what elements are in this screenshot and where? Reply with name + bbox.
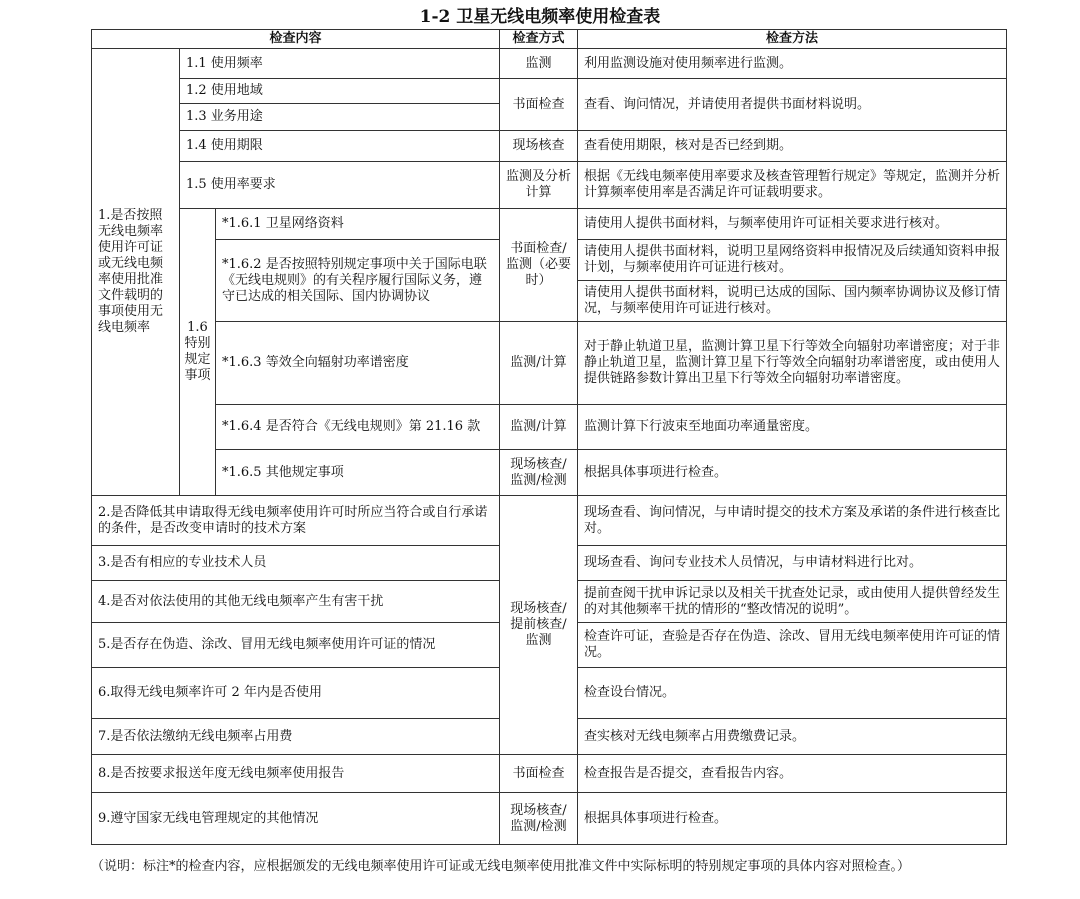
item-method: 请使用人提供书面材料，说明卫星网络资料申报情况及后续通知资料申报计划，与频率使用许可证进行核对。 [578,240,1007,281]
item-mode: 监测 [500,49,578,79]
item-method: 对于静止轨道卫星，监测计算卫星下行等效全向辐射功率谱密度；对于非静止轨道卫星，监测计算卫星下行等效全向辐射功率谱密度，或由使用人提供链路参数计算出卫星下行等效全向辐射功率谱密度。 [578,322,1007,405]
item-mode: 书面检查/监测（必要时） [500,209,578,322]
item-mode: 书面检查 [500,79,578,131]
item-method: 根据具体事项进行检查。 [578,450,1007,496]
item-mode: 监测及分析计算 [500,162,578,209]
item-method: 利用监测设施对使用频率进行监测。 [578,49,1007,79]
item-method: 检查许可证，查验是否存在伪造、涂改、冒用无线电频率使用许可证的情况。 [578,623,1007,668]
header-mode: 检查方式 [500,30,578,49]
item-1-6-label [180,209,216,496]
item-method: 提前查阅干扰申诉记录以及相关干扰查处记录，或由使用人提供曾经发生的对其他频率干扰的情形的“整改情况的说明”。 [578,581,1007,623]
table-row [92,496,1007,546]
table-row [92,793,1007,845]
table-row [92,49,1007,79]
item-content: 3.是否有相应的专业技术人员 [92,546,500,581]
table-row [92,450,1007,496]
item-content: 8.是否按要求报送年度无线电频率使用报告 [92,755,500,793]
item-content: *1.6.4 是否符合《无线电规则》第 21.16 款 [216,405,500,450]
header-method: 检查方法 [578,30,1007,49]
item-method: 根据具体事项进行检查。 [578,793,1007,845]
item-content: 6.取得无线电频率许可 2 年内是否使用 [92,668,500,719]
item-mode: 现场核查 [500,131,578,162]
table-row [92,162,1007,209]
item-method: 请使用人提供书面材料，说明已达成的国际、国内频率协调协议及修订情况，与频率使用许可证进行核对。 [578,281,1007,322]
item-content: *1.6.2 是否按照特别规定事项中关于国际电联《无线电规则》的有关程序履行国际义务，遵守已达成的相关国际、国内协调协议 [216,240,500,322]
item-mode: 现场核查/监测/检测 [500,793,578,845]
header-content: 检查内容 [92,30,500,49]
footnote: （说明：标注*的检查内容，应根据颁发的无线电频率使用许可证或无线电频率使用批准文件中实际标明的特别规定事项的具体内容对照检查。） [91,859,911,874]
item-content: 9.遵守国家无线电管理规定的其他情况 [92,793,500,845]
item-method: 查实核对无线电频率占用费缴费记录。 [578,719,1007,755]
item-content: 1.4 使用期限 [180,131,500,162]
table-row [92,322,1007,405]
item-content: 1.5 使用率要求 [180,162,500,209]
table-row [92,79,1007,104]
header-row [92,30,1007,49]
item-mode: 现场核查/提前核查/监测 [500,496,578,755]
item-method: 检查设台情况。 [578,668,1007,719]
inspection-table [91,29,1007,845]
item-method: 监测计算下行波束至地面功率通量密度。 [578,405,1007,450]
item-content: 1.2 使用地域 [180,79,500,104]
item-method: 检查报告是否提交，查看报告内容。 [578,755,1007,793]
item-method: 查看、询问情况，并请使用者提供书面材料说明。 [578,79,1007,131]
group1-label: 1.是否按照无线电频率使用许可证或无线电频率使用批准文件载明的事项使用无线电频率 [92,49,180,496]
table-row [92,131,1007,162]
table-row [92,755,1007,793]
item-content: 5.是否存在伪造、涂改、冒用无线电频率使用许可证的情况 [92,623,500,668]
item-1-6-label-text: 1.6特别规定事项 [184,320,211,383]
table-row [92,405,1007,450]
table-title: 1-2 卫星无线电频率使用检查表 [419,7,661,27]
item-method: 请使用人提供书面材料，与频率使用许可证相关要求进行核对。 [578,209,1007,240]
item-method: 现场查看、询问情况，与申请时提交的技术方案及承诺的条件进行核查比对。 [578,496,1007,546]
item-method: 现场查看、询问专业技术人员情况，与申请材料进行比对。 [578,546,1007,581]
item-mode: 现场核查/监测/检测 [500,450,578,496]
item-content: 2.是否降低其申请取得无线电频率使用许可时所应当符合或自行承诺的条件，是否改变申请时的技术方案 [92,496,500,546]
item-mode: 书面检查 [500,755,578,793]
item-mode: 监测/计算 [500,322,578,405]
item-content: *1.6.5 其他规定事项 [216,450,500,496]
item-mode: 监测/计算 [500,405,578,450]
table-row [92,209,1007,240]
item-method: 查看使用期限，核对是否已经到期。 [578,131,1007,162]
item-content: *1.6.3 等效全向辐射功率谱密度 [216,322,500,405]
item-content: 4.是否对依法使用的其他无线电频率产生有害干扰 [92,581,500,623]
item-content: 7.是否依法缴纳无线电频率占用费 [92,719,500,755]
item-content: 1.1 使用频率 [180,49,500,79]
item-method: 根据《无线电频率使用率要求及核查管理暂行规定》等规定，监测并分析计算频率使用率是否满足许可证载明要求。 [578,162,1007,209]
item-content: *1.6.1 卫星网络资料 [216,209,500,240]
item-content: 1.3 业务用途 [180,104,500,131]
